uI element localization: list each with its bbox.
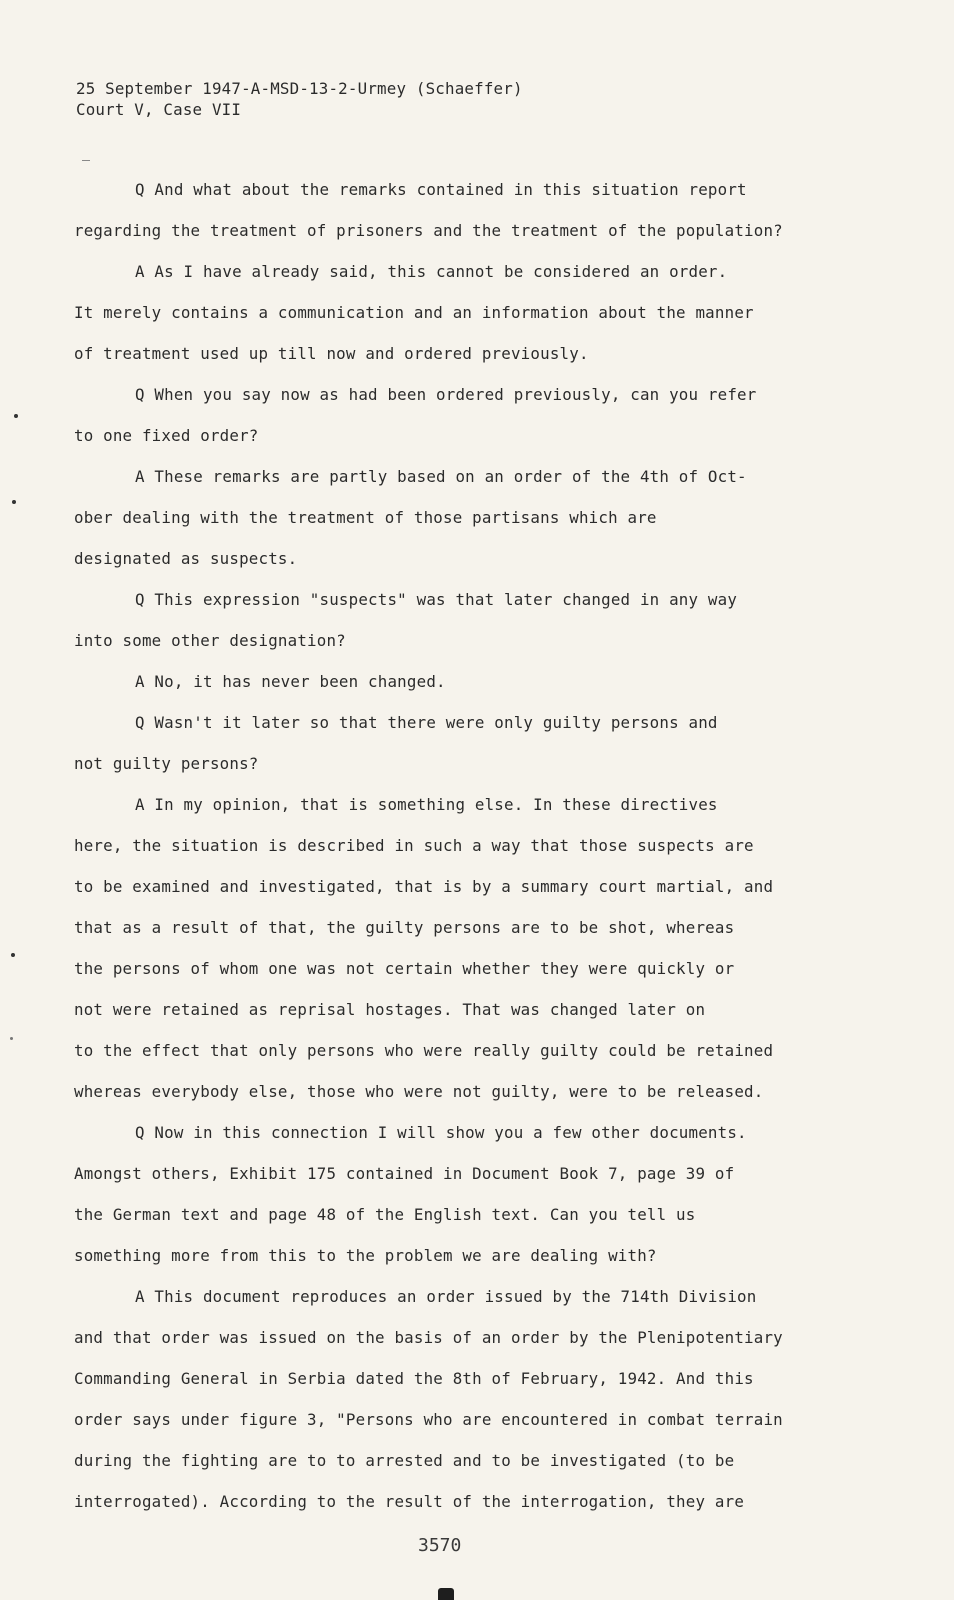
transcript-line: Q Wasn't it later so that there were only guilty persons and [135,713,718,732]
transcript-line: A No, it has never been changed. [135,672,446,691]
stray-mark [82,160,90,161]
transcript-line: of treatment used up till now and ordered previously. [74,344,589,363]
header-line-court-case: Court V, Case VII [76,100,242,119]
binding-hole-mark [10,1037,13,1040]
document-header [76,78,523,120]
transcript-line: to the effect that only persons who were really guilty could be retained [74,1041,774,1060]
binding-hole-mark [14,414,18,418]
transcript-line: to be examined and investigated, that is by a summary court martial, and [74,877,774,896]
transcript-line: into some other designation? [74,631,346,650]
transcript-line: during the fighting are to to arrested and to be investigated (to be [74,1451,735,1470]
binding-hole-mark [12,500,16,504]
transcript-line: Commanding General in Serbia dated the 8th of February, 1942. And this [74,1369,754,1388]
transcript-line: interrogated). According to the result of the interrogation, they are [74,1492,745,1511]
transcript-line: order says under figure 3, "Persons who are encountered in combat terrain [74,1410,783,1429]
transcript-line: whereas everybody else, those who were not guilty, were to be released. [74,1082,764,1101]
transcript-line: Q This expression "suspects" was that later changed in any way [135,590,738,609]
transcript-line: ober dealing with the treatment of those partisans which are [74,508,657,527]
header-line-date-reference: 25 September 1947-A-MSD-13-2-Urmey (Schaeffer) [76,79,523,98]
transcript-line: It merely contains a communication and an information about the manner [74,303,754,322]
transcript-line: the German text and page 48 of the English text. Can you tell us [74,1205,696,1224]
transcript-line: not guilty persons? [74,754,259,773]
transcript-line: something more from this to the problem we are dealing with? [74,1246,657,1265]
transcript-line: Q And what about the remarks contained in this situation report [135,180,747,199]
transcript-line: A In my opinion, that is something else. In these directives [135,795,718,814]
transcript-line: not were retained as reprisal hostages. That was changed later on [74,1000,706,1019]
binding-hole-mark [11,953,15,957]
transcript-line: Q Now in this connection I will show you a few other documents. [135,1123,747,1142]
transcript-line: designated as suspects. [74,549,298,568]
transcript-line: regarding the treatment of prisoners and the treatment of the population? [74,221,783,240]
transcript-line: that as a result of that, the guilty persons are to be shot, whereas [74,918,735,937]
transcript-line: the persons of whom one was not certain whether they were quickly or [74,959,735,978]
fastener-mark [438,1588,454,1600]
transcript-line: A As I have already said, this cannot be considered an order. [135,262,728,281]
page-number: 3570 [418,1535,462,1556]
transcript-line: A These remarks are partly based on an order of the 4th of Oct- [135,467,747,486]
transcript-line: here, the situation is described in such a way that those suspects are [74,836,754,855]
transcript-line: to one fixed order? [74,426,259,445]
transcript-line: A This document reproduces an order issued by the 714th Division [135,1287,757,1306]
transcript-line: Amongst others, Exhibit 175 contained in Document Book 7, page 39 of [74,1164,735,1183]
transcript-line: Q When you say now as had been ordered previously, can you refer [135,385,757,404]
transcript-line: and that order was issued on the basis of an order by the Plenipotentiary [74,1328,783,1347]
